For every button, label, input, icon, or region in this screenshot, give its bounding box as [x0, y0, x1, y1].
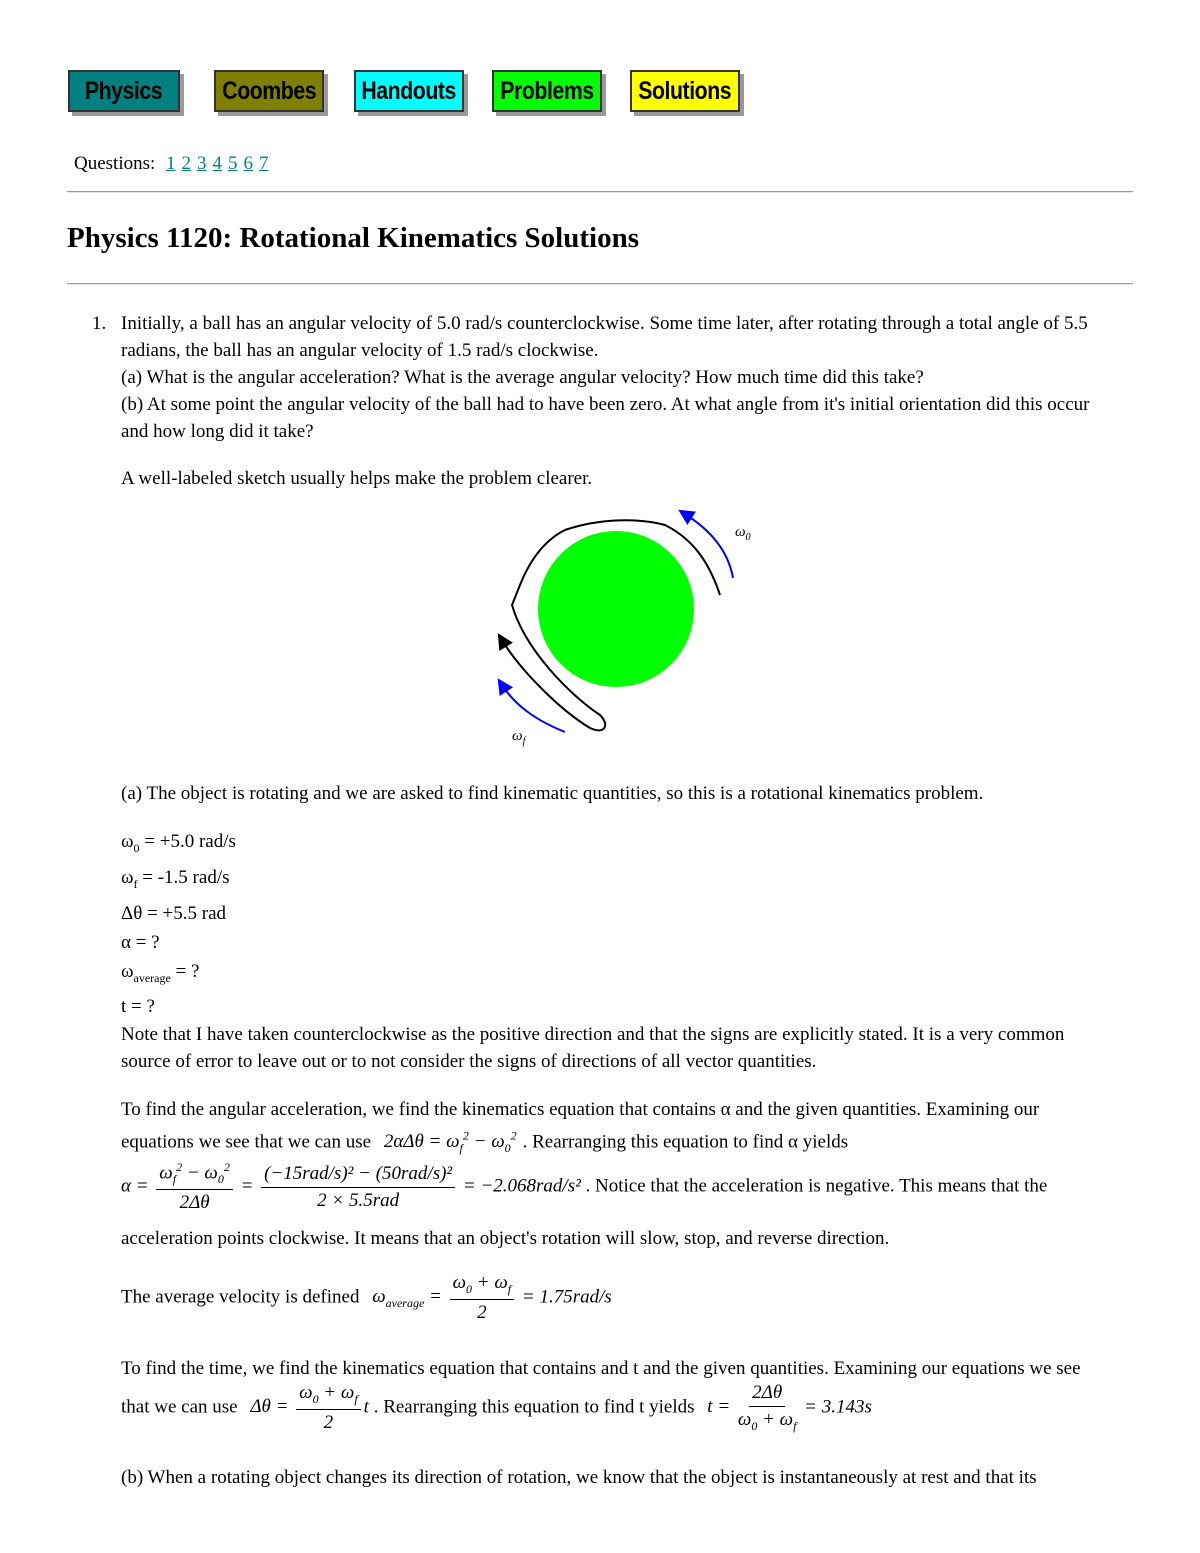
- nav-button-label: Physics: [85, 76, 163, 105]
- time-line-2: that we can use Δθ = $\frac{\omega_0 + \omega_f}{2}$ t . Rearranging this equation to find t yields t = $\frac{2\Delta\theta}{\omega_0 + \omega_f}$ = 3.143s: [121, 1382, 872, 1433]
- question-link-7[interactable]: 7: [259, 153, 269, 174]
- nav-button-label: Problems: [500, 76, 594, 105]
- accel-text-1: To find the angular acceleration, we find the kinematics equation that contains α and the given quantities. Examining our: [121, 1099, 1040, 1120]
- page-title: Physics 1120: Rotational Kinematics Solutions: [67, 222, 639, 254]
- eq-result: = −2.068rad/s²: [462, 1175, 581, 1197]
- given-item: t = ?: [121, 996, 155, 1018]
- question-link-4[interactable]: 4: [212, 153, 223, 174]
- note-line: Note that I have taken counterclockwise as the positive direction and that the signs are explicitly stated. It is a very common: [121, 1024, 1065, 1045]
- problem-line: radians, the ball has an angular velocity of 1.5 rad/s clockwise.: [121, 340, 599, 361]
- time-frac-2: $\frac{2\Delta\theta}{\omega_0 + \omega_f}$: [737, 1382, 797, 1433]
- nav-button-solutions[interactable]: [630, 70, 740, 112]
- avg-velocity-line: The average velocity is defined $\omega_{average}$ = $\frac{\omega_0 + \omega_f}{2}$ = 1.75rad/s: [121, 1272, 612, 1323]
- sketch-intro: A well-labeled sketch usually helps make the problem clearer.: [121, 468, 593, 489]
- avg-text: The average velocity is defined: [121, 1286, 360, 1308]
- accel-text-2: [121, 1123, 848, 1162]
- accel-text-2b: . Rearranging this equation to find α yields: [522, 1131, 849, 1153]
- given-item: α = ?: [121, 931, 160, 953]
- accel-equation: α = $\frac{\omega_f^2 - \omega_0^2}{2\Delta\theta}$ = $\frac{\text{(−15rad/s)² − (50rad/s)²}}{\text{2 × 5.5rad}}$ = −2.068rad/s² . Notice that the acceleration is negative. This means that the: [121, 1160, 1048, 1214]
- avg-frac: $\frac{\omega_0 + \omega_f}{2}$: [450, 1272, 515, 1324]
- time-text-1: To find the time, we find the kinematics equation that contains and t and the given quantities. Examining our equations we see: [121, 1358, 1081, 1379]
- part-a-intro: (a) The object is rotating and we are asked to find kinematic quantities, so this is a rotational kinematics problem.: [121, 783, 984, 804]
- nav-button-handouts[interactable]: [354, 70, 464, 112]
- question-link-1[interactable]: 1: [166, 153, 176, 174]
- ball: [538, 531, 694, 687]
- nav-button-label: Handouts: [361, 76, 457, 105]
- time-result: = 3.143s: [804, 1396, 872, 1418]
- question-link-6[interactable]: 6: [243, 153, 254, 174]
- accel-text-2a: equations we see that we can use: [121, 1131, 372, 1153]
- eq-frac-2: $\frac{\text{(−15rad/s)² − (50rad/s)²}}{\text{2 × 5.5rad}}$: [261, 1163, 455, 1212]
- eq-frac-1: $\frac{\omega_f^2 - \omega_0^2}{2\Delta\theta}$: [156, 1160, 233, 1214]
- omega-f-arrow: [502, 685, 565, 732]
- nav-button-problems[interactable]: [492, 70, 602, 112]
- part-b-text: (b) When a rotating object changes its direction of rotation, we know that the object is instantaneously at rest and that its: [121, 1467, 1037, 1488]
- question-links: [74, 153, 269, 175]
- given-item: $\omega_f = -1.5$ rad/s: [121, 866, 230, 891]
- sign-note: [121, 1021, 1064, 1075]
- eq-lhs: α =: [121, 1175, 149, 1197]
- time-frac-1: $\frac{\omega_0 + \omega_f}{2}$: [296, 1382, 361, 1434]
- nav-button-physics[interactable]: [68, 70, 180, 112]
- question-link-3[interactable]: 3: [197, 153, 207, 174]
- problem-line: (a) What is the angular acceleration? What is the average angular velocity? How much time did this take?: [121, 367, 924, 388]
- problem-line: (b) At some point the angular velocity of the ball had to have been zero. At what angle from it's initial orientation did this occur: [121, 394, 1090, 415]
- questions-label: Questions:: [74, 153, 156, 174]
- divider-title: [67, 283, 1133, 285]
- question-link-5[interactable]: 5: [228, 153, 238, 174]
- nav-button-label: Solutions: [638, 76, 732, 105]
- question-link-2[interactable]: 2: [181, 153, 192, 174]
- accel-after-text: . Notice that the acceleration is negative. This means that the: [585, 1175, 1048, 1197]
- time-text-2b: . Rearranging this equation to find t yields: [373, 1396, 695, 1418]
- problem-line: and how long did it take?: [121, 421, 314, 442]
- given-item: $\omega_{average}$ = ?: [121, 960, 200, 985]
- label-omega-f: $\omega_f$: [512, 728, 526, 747]
- nav-bar: [68, 70, 748, 118]
- accel-text-3: acceleration points clockwise. It means that an object's rotation will slow, stop, and reverse direction.: [121, 1228, 890, 1249]
- given-item: Δθ = +5.5 rad: [121, 902, 227, 924]
- equation-kinematic: $2\alpha\Delta\theta = \omega_f^2 - \omega_0^2$: [383, 1129, 517, 1156]
- problem-number: 1.: [92, 313, 107, 334]
- time-text-2a: that we can use: [121, 1396, 238, 1418]
- problem-statement: [121, 310, 1141, 445]
- problem-line: Initially, a ball has an angular velocity of 5.0 rad/s counterclockwise. Some time later, after rotating through a total angle of 5.5: [121, 313, 1088, 334]
- nav-button-coombes[interactable]: [214, 70, 324, 112]
- label-omega-0: $\omega_0$: [735, 524, 751, 543]
- rotation-sketch: [480, 500, 780, 760]
- givens-list: [121, 827, 236, 1021]
- nav-button-label: Coombes: [222, 76, 316, 105]
- divider-top: [67, 191, 1133, 193]
- note-line: source of error to leave out or to not consider the signs of directions of all vector quantities.: [121, 1051, 817, 1072]
- avg-result: = 1.75rad/s: [521, 1286, 612, 1308]
- given-item: $\omega_0 = +5.0$ rad/s: [121, 831, 236, 855]
